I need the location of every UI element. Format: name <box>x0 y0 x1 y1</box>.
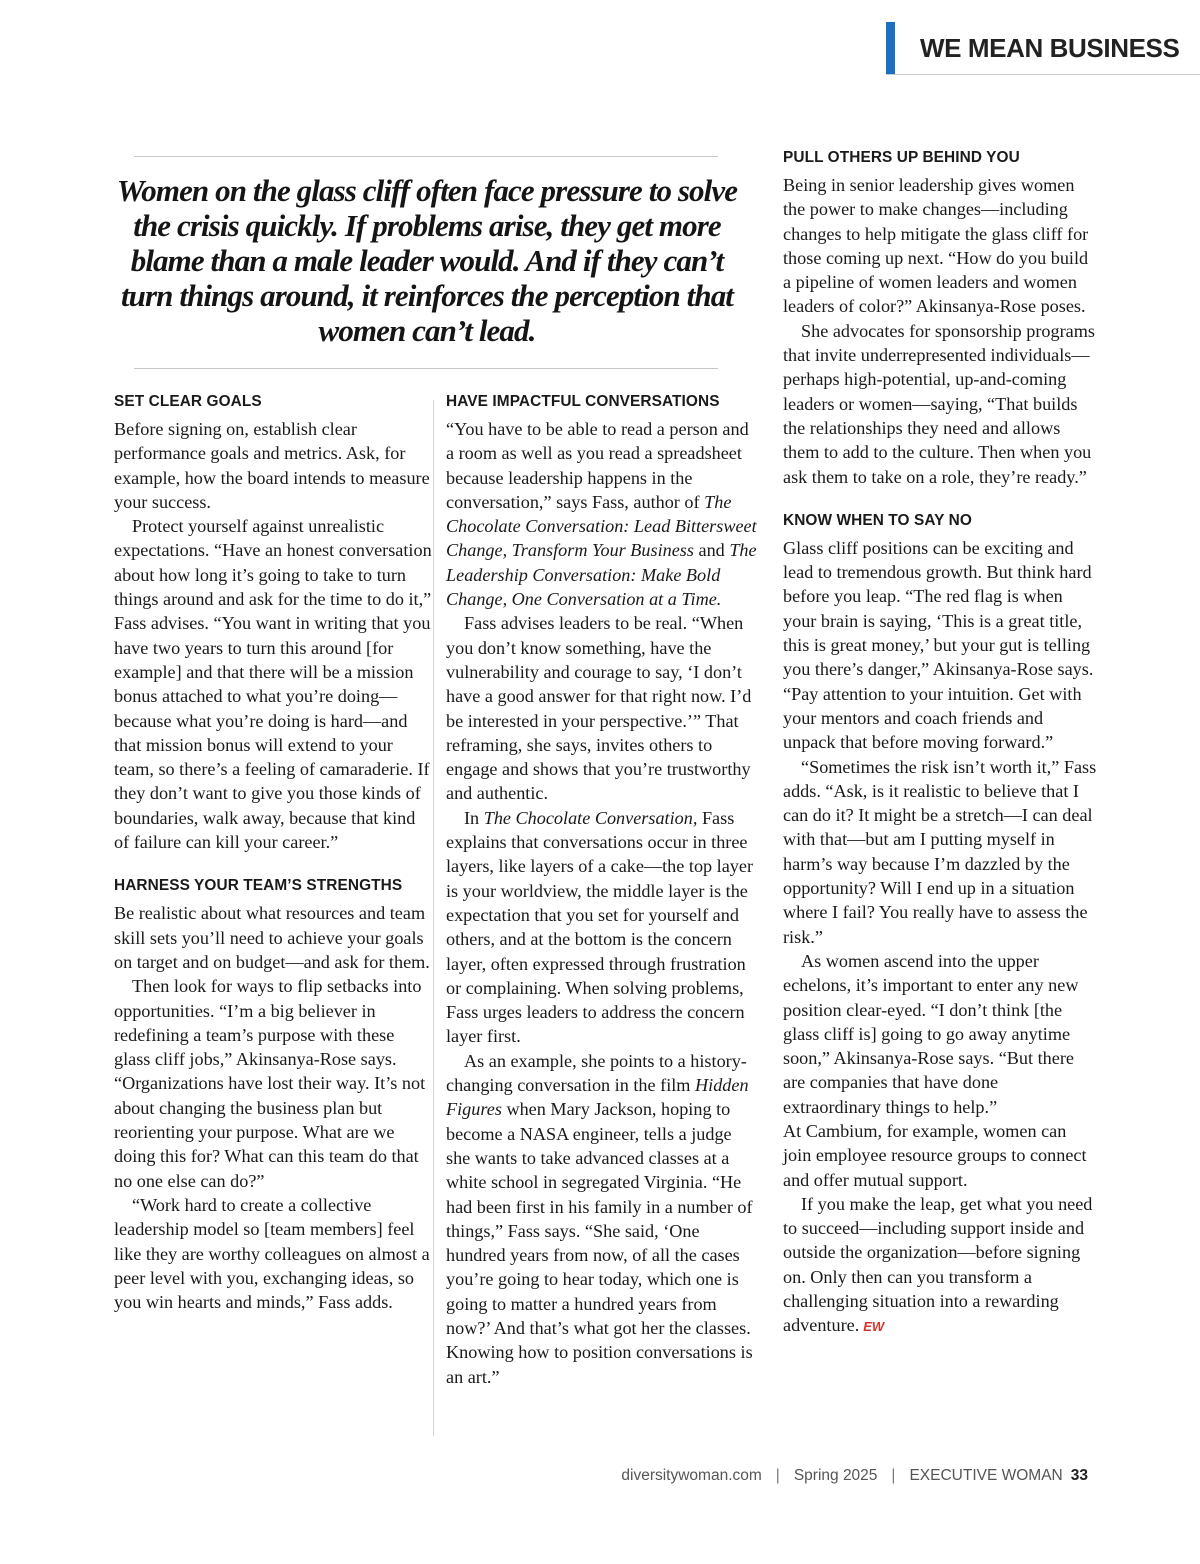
subhead-know-when-to-say-no: KNOW WHEN TO SAY NO <box>783 511 972 529</box>
pull-quote-top-rule <box>134 156 718 157</box>
paragraph: Being in senior leadership gives women the power to make changes—including changes to help mitigate the glass cliff for those coming up next. “How do you build a pipeline of women leaders and women leaders of color?” Akinsanya-Rose poses. <box>783 175 1089 317</box>
subhead-pull-others-up: PULL OTHERS UP BEHIND YOU <box>783 149 1020 166</box>
column-divider <box>433 400 434 1436</box>
footer-magazine: EXECUTIVE WOMAN <box>909 1467 1063 1484</box>
article-column-2 <box>446 392 760 1389</box>
paragraph: “Sometimes the risk isn’t worth it,” Fass adds. “Ask, is it realistic to believe that I can do it? It might be a stretch—I can deal with that—but am I putting myself in harm’s way because I’m dazzled by the opportunity? Will I end up in a situation where I fail? You really have to assess the risk.” <box>783 756 1097 947</box>
book-title: The Chocolate Conversation, <box>483 807 698 828</box>
footer-site: diversitywoman.com <box>621 1467 762 1484</box>
paragraph: Be realistic about what resources and team skill sets you’ll need to achieve your goals on target and on budget—and ask for them. <box>114 903 430 972</box>
paragraph: At Cambium, for example, women can join employee resource groups to connect and offer mutual support. <box>783 1120 1087 1190</box>
paragraph: As an example, she points to a history-changing conversation in the film Hidden Figures when Mary Jackson, hoping to become a NASA engineer, tells a judge she wants to take advanced classes at a white school in segregated Virginia. “He had been first in his family in a number of things,” Fass says. “She said, ‘One hundred years from now, of all the cases you’re going to hear today, which one is going to matter a hundred years from now?’ And that’s what got her the classes. Knowing how to position conversations is an art.” <box>446 1050 753 1387</box>
book-title: The Leadership Conversation: Make Bold Change, One Conversation at a Time. <box>446 540 757 610</box>
film-title: Hidden Figures <box>446 1075 749 1120</box>
end-mark-logo: EW <box>863 1319 885 1335</box>
paragraph: Glass cliff positions can be exciting and lead to tremendous growth. But think hard before you leap. “The red flag is when your brain is saying, ‘This is a great title, this is great money,’ but your gut is telling you there’s danger,” Akinsanya-Rose says. “Pay attention to your intuition. Get with your mentors and coach friends and unpack that before moving forward.” <box>783 537 1094 753</box>
pull-quote-text: Women on the glass cliff often face pressure to solve the crisis quickly. If problems arise, they get more blame than a male leader would. And if they can’t turn things around, it reinforces the perception that women can’t lead. <box>116 173 738 348</box>
footer-issue: Spring 2025 <box>793 1467 878 1484</box>
section-label: WE MEAN BUSINESS <box>920 33 1180 63</box>
pull-quote <box>112 156 742 369</box>
paragraph: Then look for ways to flip setbacks into opportunities. “I’m a big believer in redefining a team’s purpose with these glass cliff jobs,” Akinsanya-Rose says. “Organizations have lost their way. It’s not about changing the business plan but reorienting your purpose. What are we doing this for? What can this team do that no one else can do?” <box>114 976 426 1191</box>
subhead-set-clear-goals: SET CLEAR GOALS <box>114 393 262 410</box>
paragraph: If you make the leap, get what you need to succeed—including support inside and outside the organization—before signing on. Only then can you transform a challenging situation into a rewarding adventure. EW <box>783 1193 1093 1336</box>
article-column-3 <box>783 148 1099 1340</box>
pull-quote-bottom-rule <box>134 368 718 369</box>
book-title: The Chocolate Conversation: Lead Bittersweet Change, Transform Your Business <box>446 491 757 561</box>
paragraph: Before signing on, establish clear performance goals and metrics. Ask, for example, how the board intends to measure your success. <box>114 419 430 512</box>
article-column-1 <box>114 392 434 1314</box>
paragraph: “Work hard to create a collective leadership model so [team members] feel like they are worthy colleagues on almost a peer level with you, exchanging ideas, so you win hearts and minds,” Fass adds. <box>114 1194 430 1313</box>
section-accent-bar <box>886 22 895 74</box>
paragraph: As women ascend into the upper echelons, it’s important to enter any new position clear-eyed. “I don’t think [the glass cliff is] going to go away anytime soon,” Akinsanya-Rose says. “But there are companies that have done extraordinary things to help.” <box>783 950 1079 1117</box>
paragraph: In The Chocolate Conversation, Fass explains that conversations occur in three layers, like layers of a cake—the top layer is your worldview, the middle layer is the expectation that you set for yourself and others, and at the bottom is the concern layer, often expressed through frustration or complaining. When solving problems, Fass urges leaders to address the concern layer first. <box>446 807 754 1047</box>
subhead-impactful-conversations: HAVE IMPACTFUL CONVERSATIONS <box>446 393 720 410</box>
paragraph: Fass advises leaders to be real. “When you don’t know something, have the vulnerability and courage to say, ‘I don’t have a good answer for that right now. I’d be interested in your perspective.’” That reframing, she says, invites others to engage and shows that you’re trustworthy and authentic. <box>446 613 752 804</box>
page-footer: diversitywoman.com | Spring 2025 | EXECUTIVE WOMAN 33 <box>621 1467 1088 1484</box>
paragraph: She advocates for sponsorship programs that invite underrepresented individuals—perhaps high-potential, up-and-coming leaders or women—saying, “That builds the relationships they need and allows them to add to the culture. Then when you ask them to take on a role, they’re ready.” <box>783 320 1095 487</box>
section-tag <box>886 22 1200 75</box>
paragraph: “You have to be able to read a person and a room as well as you read a spreadsheet because leadership happens in the conversation,” says Fass, author of The Chocolate Conversation: Lead Bittersweet Change, Transform Your Business and The Leadership Conversation: Make Bold Change, One Conversation at a Time. <box>446 419 757 610</box>
paragraph: Protect yourself against unrealistic expectations. “Have an honest conversation about how long it’s going to take to turn things around and ask for the time to do it,” Fass advises. “You want in writing that you have two years to turn this around [for example] and that there will be a mission bonus attached to what you’re doing—because what you’re doing is hard—and that mission bonus will extend to your team, so there’s a feeling of camaraderie. If they don’t want to give you those kinds of boundaries, walk away, because that kind of failure can kill your career.” <box>114 516 432 853</box>
subhead-harness-strengths: HARNESS YOUR TEAM’S STRENGTHS <box>114 877 403 895</box>
page-number: 33 <box>1070 1467 1088 1484</box>
